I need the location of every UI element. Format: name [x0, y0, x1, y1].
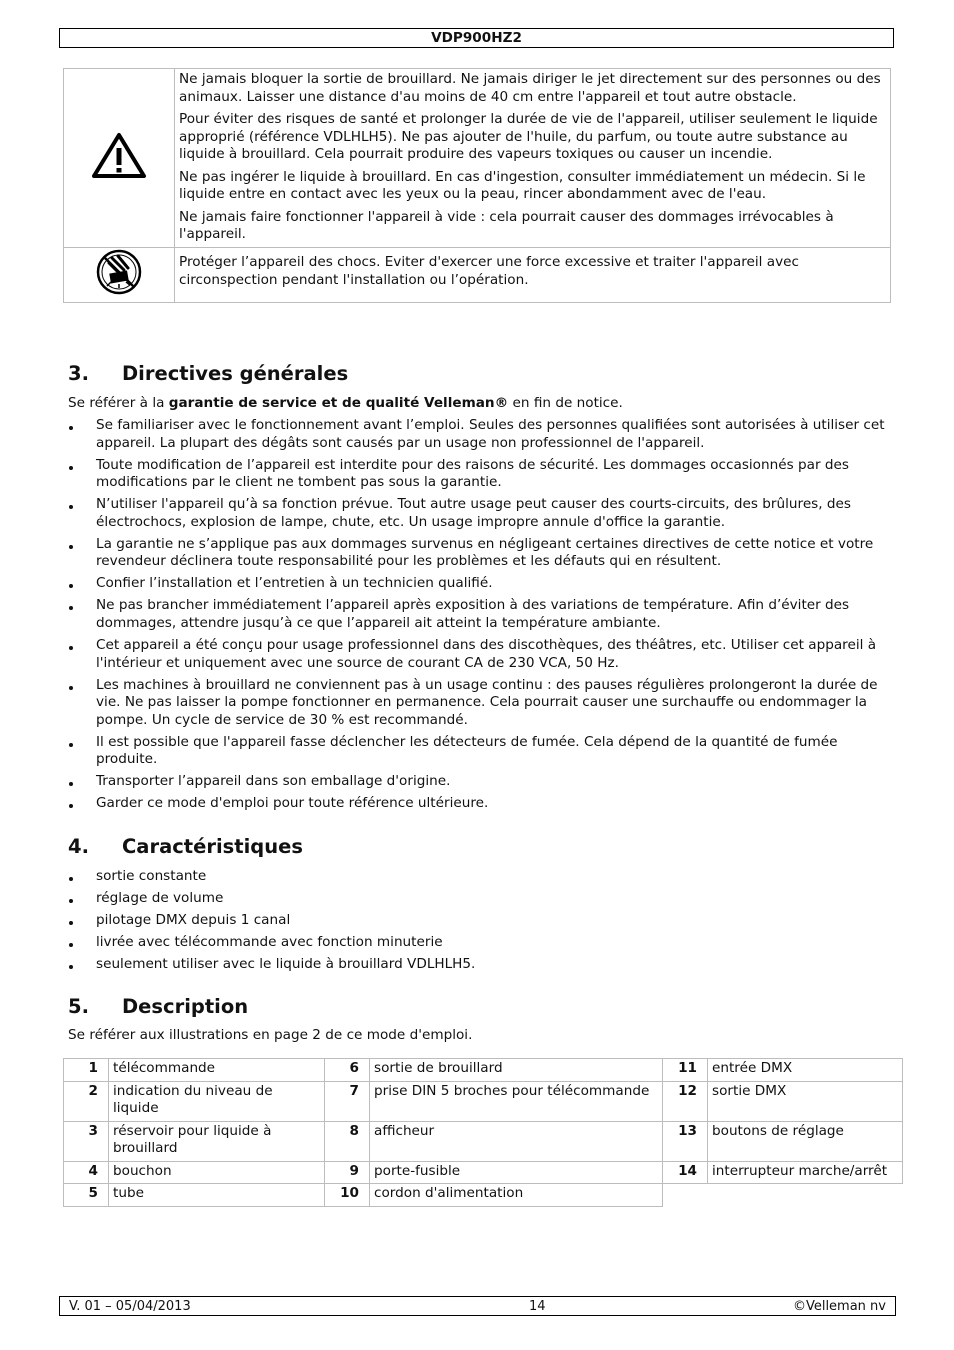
shock-text-cell	[175, 247, 891, 302]
section-5-heading	[68, 996, 248, 1018]
list-item: Les machines à brouillard ne conviennent pas à un usage continu : des pauses régulières prolongeront la durée de vie. Ne pas laisser la pompe fonctionner en permanence. Cela pourrait causer une surchauffe ou endommager la pompe. Un cycle de service de 30 % est recommandé.	[68, 677, 890, 730]
section-5-intro: Se référer aux illustrations en page 2 de ce mode d'emploi.	[68, 1027, 473, 1043]
table-row	[64, 1184, 903, 1207]
footer-copyright: ©Velleman nv	[792, 1299, 886, 1314]
warning-row-caution	[64, 69, 891, 248]
part-label: afficheur	[370, 1121, 663, 1161]
part-number: 2	[64, 1081, 109, 1121]
caution-paragraph: Pour éviter des risques de santé et prolonger la durée de vie de l'appareil, utiliser seulement le liquide approprié (référence VDLHLH5). Ne pas ajouter de l'huile, du parfum, ou toute autre substance au liquide à brouillard. Cela pourrait produire des vapeurs toxiques ou causer un incendie.	[179, 111, 878, 162]
part-number: 12	[663, 1081, 708, 1121]
shock-icon-cell	[64, 247, 175, 302]
part-label: sortie DMX	[708, 1081, 903, 1121]
caution-text-cell	[175, 69, 891, 248]
empty-cell	[663, 1184, 708, 1207]
part-number: 9	[325, 1161, 370, 1184]
list-item: Toute modification de l’appareil est interdite pour des raisons de sécurité. Les dommages occasionnés par des modifications par le client ne tombent pas sous la garantie.	[68, 457, 890, 492]
table-row	[64, 1161, 903, 1184]
caution-paragraph: Ne jamais bloquer la sortie de brouillard. Ne jamais diriger le jet directement sur des personnes ou des animaux. Laisser une distance d'au moins de 40 cm entre l'appareil et tout autre obstacle.	[179, 71, 881, 105]
part-label: télécommande	[109, 1059, 325, 1082]
part-number: 13	[663, 1121, 708, 1161]
section-4-bullet-list	[68, 868, 890, 978]
part-label: réservoir pour liquide à brouillard	[109, 1121, 325, 1161]
section-3-heading	[68, 363, 348, 385]
part-label: tube	[109, 1184, 325, 1207]
section-3-number: 3.	[68, 362, 89, 385]
list-item: réglage de volume	[68, 890, 890, 908]
header-title: VDP900HZ2	[431, 30, 522, 46]
part-number: 11	[663, 1059, 708, 1082]
list-item: La garantie ne s’applique pas aux dommages survenus en négligeant certaines directives de cette notice et votre revendeur déclinera toute responsabilité pour les problèmes et les défauts qui en résultent.	[68, 536, 890, 571]
part-label: cordon d'alimentation	[370, 1184, 663, 1207]
part-label: entrée DMX	[708, 1059, 903, 1082]
parts-table	[63, 1058, 903, 1207]
part-number: 8	[325, 1121, 370, 1161]
part-number: 6	[325, 1059, 370, 1082]
table-row	[64, 1121, 903, 1161]
list-item: Il est possible que l'appareil fasse déclencher les détecteurs de fumée. Cela dépend de la quantité de fumée produite.	[68, 734, 890, 769]
caution-icon-cell	[64, 69, 175, 248]
list-item: seulement utiliser avec le liquide à brouillard VDLHLH5.	[68, 956, 890, 974]
list-item: Confier l’installation et l’entretien à un technicien qualifié.	[68, 575, 890, 593]
intro-text-end: en fin de notice.	[508, 395, 623, 411]
part-number: 4	[64, 1161, 109, 1184]
list-item: N’utiliser l'appareil qu’à sa fonction prévue. Tout autre usage peut causer des courts-circuits, des brûlures, des électrochocs, explosion de lampe, chute, etc. Un usage impropre annule d'office la garantie.	[68, 496, 890, 531]
list-item: sortie constante	[68, 868, 890, 886]
part-number: 7	[325, 1081, 370, 1121]
part-number: 14	[663, 1161, 708, 1184]
section-5-number: 5.	[68, 995, 89, 1018]
page-header	[59, 28, 894, 48]
shock-text: Protéger l’appareil des chocs. Eviter d'exercer une force excessive et traiter l'appareil avec circonspection pendant l'installation ou l’opération.	[179, 254, 799, 288]
part-label: interrupteur marche/arrêt	[708, 1161, 903, 1184]
part-number: 5	[64, 1184, 109, 1207]
list-item: livrée avec télécommande avec fonction minuterie	[68, 934, 890, 952]
section-3-intro	[68, 395, 890, 413]
warning-triangle-icon	[91, 131, 147, 179]
section-3-title: Directives générales	[122, 362, 349, 385]
warning-row-shock	[64, 247, 891, 302]
list-item: Ne pas brancher immédiatement l’appareil après exposition à des variations de température. Afin d’éviter des dommages, attendre jusqu’à ce que l’appareil ait atteint la température ambiante.	[68, 597, 890, 632]
warning-table	[63, 68, 891, 303]
part-number: 10	[325, 1184, 370, 1207]
footer-version: V. 01 – 05/04/2013	[69, 1299, 191, 1314]
part-label: indication du niveau de liquide	[109, 1081, 325, 1121]
table-row	[64, 1059, 903, 1082]
caution-paragraph: Ne jamais faire fonctionner l'appareil à vide : cela pourrait causer des dommages irrévocables à l'appareil.	[179, 208, 834, 242]
section-4-heading	[68, 836, 303, 858]
list-item: Se familiariser avec le fonctionnement avant l’emploi. Seules des personnes qualifiées sont autorisées à utiliser cet appareil. La plupart des dégâts sont causés par un usage non professionnel de l'appareil.	[68, 417, 890, 452]
no-shock-icon	[95, 248, 143, 296]
footer-page-number: 14	[529, 1299, 546, 1314]
part-label: boutons de réglage	[708, 1121, 903, 1161]
part-label: prise DIN 5 broches pour télécommande	[370, 1081, 663, 1121]
section-4-title: Caractéristiques	[122, 835, 303, 858]
part-label: bouchon	[109, 1161, 325, 1184]
caution-paragraph: Ne pas ingérer le liquide à brouillard. En cas d'ingestion, consulter immédiatement un médecin. Si le liquide entre en contact avec les yeux ou la peau, rincer abondamment avec de l'eau.	[179, 168, 866, 202]
intro-bold-text: garantie de service et de qualité Velleman®	[168, 395, 509, 411]
intro-text: Se référer à la	[68, 395, 169, 411]
section-5-title: Description	[122, 995, 249, 1018]
part-number: 1	[64, 1059, 109, 1082]
list-item: pilotage DMX depuis 1 canal	[68, 912, 890, 930]
list-item: Garder ce mode d'emploi pour toute référence ultérieure.	[68, 795, 890, 813]
empty-cell	[708, 1184, 903, 1207]
section-4-number: 4.	[68, 835, 89, 858]
table-row	[64, 1081, 903, 1121]
part-label: porte-fusible	[370, 1161, 663, 1184]
list-item: Transporter l’appareil dans son emballage d'origine.	[68, 773, 890, 791]
page-footer	[59, 1296, 896, 1316]
part-number: 3	[64, 1121, 109, 1161]
part-label: sortie de brouillard	[370, 1059, 663, 1082]
list-item: Cet appareil a été conçu pour usage professionnel dans des discothèques, des théâtres, etc. Utiliser cet appareil à l'intérieur et uniquement avec une source de courant CA de 230 VCA, 50 Hz.	[68, 637, 890, 672]
section-3-bullet-list	[68, 417, 890, 818]
